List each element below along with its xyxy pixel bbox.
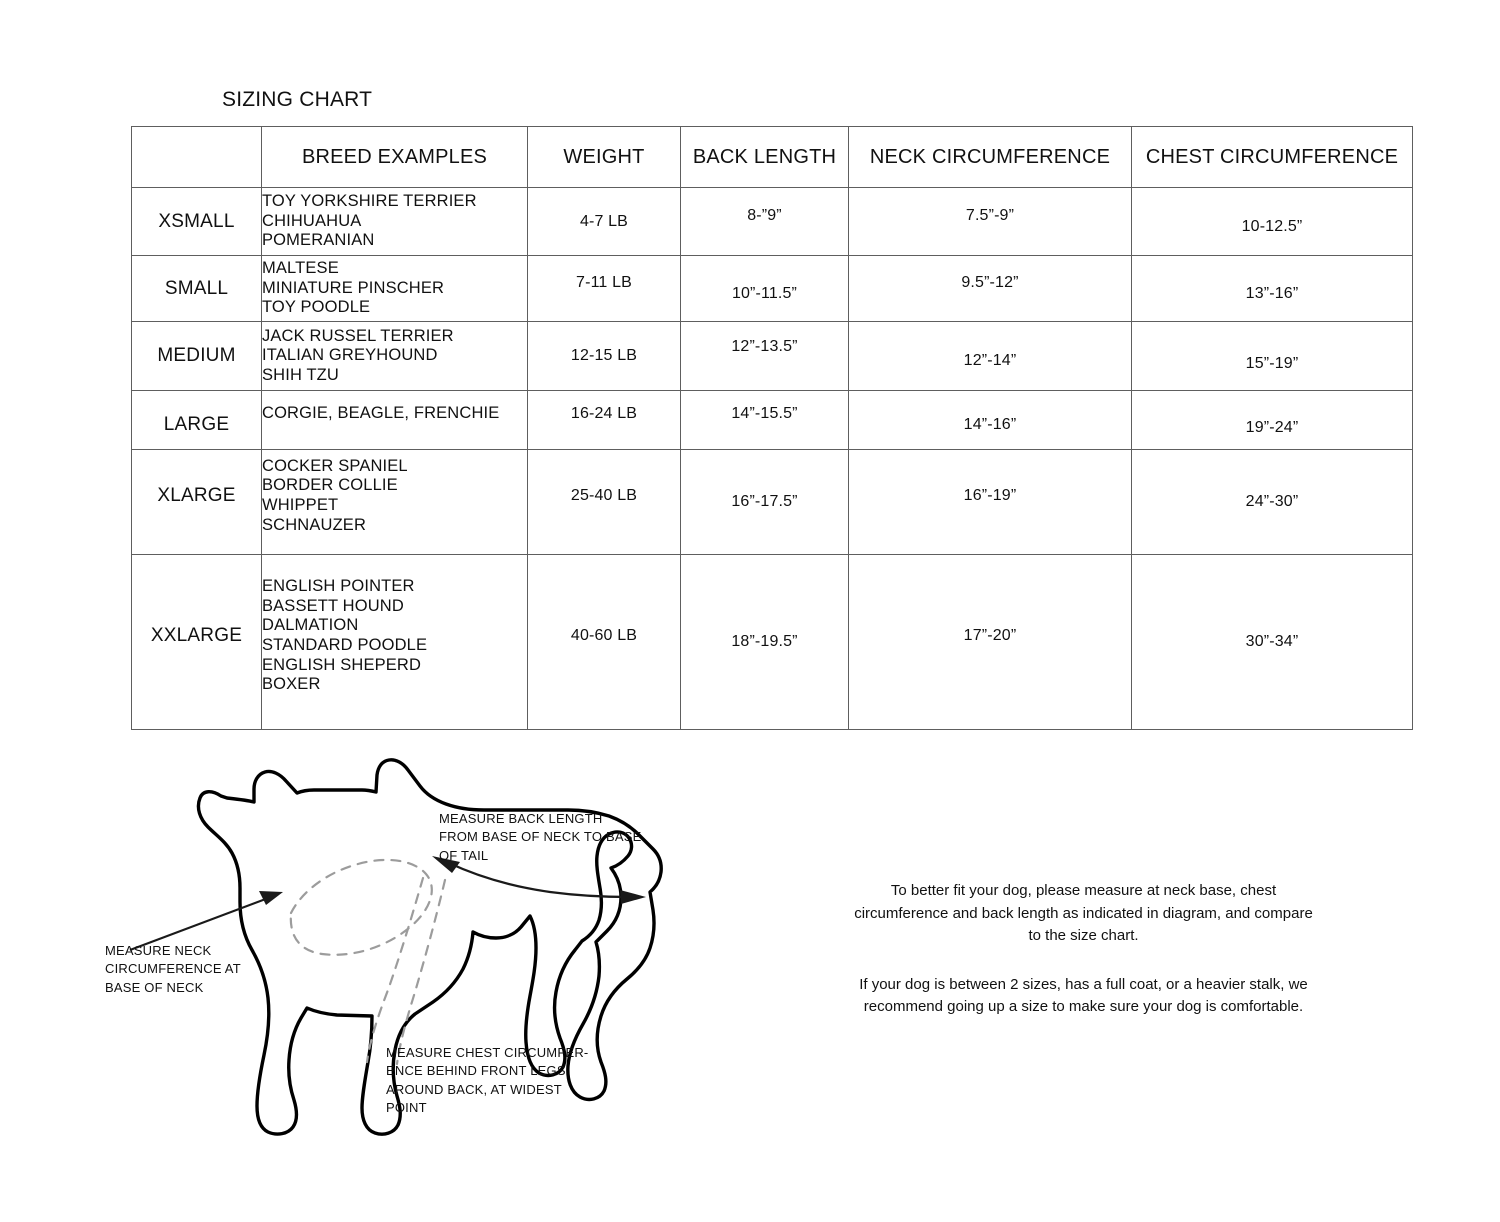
column-header-chest: CHEST CIRCUMFERENCE <box>1132 127 1413 188</box>
table-row <box>132 450 1413 555</box>
cell-back-length: 8-”9” <box>681 182 849 250</box>
cell-breed-examples <box>262 385 528 444</box>
cell-chest: 30”-34” <box>1132 555 1413 730</box>
column-header-back-length: BACK LENGTH <box>681 127 849 188</box>
cell-weight: 4-7 LB <box>528 188 681 256</box>
neck-circumference-dashed-line <box>291 860 432 955</box>
breed-item: CHIHUAHUA <box>262 211 362 230</box>
breed-item: POMERANIAN <box>262 231 375 250</box>
column-header-size <box>132 127 262 188</box>
cell-breed-examples <box>262 322 528 391</box>
column-header-weight: WEIGHT <box>528 127 681 188</box>
page-title: SIZING CHART <box>222 88 373 111</box>
column-header-neck: NECK CIRCUMFERENCE <box>849 127 1132 188</box>
cell-weight: 25-40 LB <box>528 444 681 549</box>
cell-size: XLARGE <box>132 444 262 549</box>
cell-breed-examples <box>262 444 528 549</box>
table-row <box>132 322 1413 391</box>
annotation-line: FROM BASE OF NECK TO BASE <box>439 829 642 845</box>
breed-item: MALTESE <box>262 259 339 278</box>
table-header <box>132 127 1413 188</box>
column-header-breed: BREED EXAMPLES <box>262 127 528 188</box>
breed-item: BOXER <box>262 675 321 694</box>
breed-item: TOY POODLE <box>262 298 371 317</box>
cell-weight: 12-15 LB <box>528 322 681 391</box>
annotation-line: MEASURE CHEST CIRCUMFER- <box>386 1045 589 1060</box>
cell-breed-examples <box>262 549 528 724</box>
table-body <box>132 188 1413 730</box>
back-length-arrow-line <box>449 863 630 897</box>
cell-chest: 24”-30” <box>1132 450 1413 555</box>
cell-back-length: 14”-15.5” <box>681 385 849 444</box>
cell-neck: 7.5”-9” <box>849 182 1132 250</box>
cell-size: XSMALL <box>132 188 262 256</box>
fitting-notes <box>847 880 1320 1019</box>
cell-back-length: 10”-11.5” <box>681 261 849 327</box>
cell-chest: 10-12.5” <box>1132 193 1413 261</box>
annotation-line: AROUND BACK, AT WIDEST <box>386 1081 562 1097</box>
breed-item: CORGIE, BEAGLE, FRENCHIE <box>262 404 500 423</box>
annotation-back-length <box>439 810 641 865</box>
breed-item: JACK RUSSEL TERRIER <box>262 326 454 345</box>
cell-neck: 17”-20” <box>849 549 1132 724</box>
cell-chest: 13”-16” <box>1132 261 1413 327</box>
table-row <box>132 188 1413 256</box>
chest-circumference-dashed-line-back <box>397 880 445 1064</box>
breed-item: TOY YORKSHIRE TERRIER <box>262 192 477 211</box>
annotation-line: MEASURE NECK <box>105 943 212 958</box>
cell-breed-examples <box>262 188 528 256</box>
sizing-table <box>131 126 1413 730</box>
cell-neck: 16”-19” <box>849 444 1132 549</box>
chest-circumference-dashed-line-front <box>367 878 423 1062</box>
cell-neck: 12”-14” <box>849 327 1132 396</box>
table-row <box>132 555 1413 730</box>
back-length-arrowhead-right <box>620 890 646 904</box>
breed-item: COCKER SPANIEL <box>262 456 408 475</box>
cell-size: LARGE <box>132 396 262 455</box>
breed-item: BASSETT HOUND <box>262 596 404 615</box>
cell-back-length: 16”-17.5” <box>681 450 849 555</box>
breed-item: ENGLISH SHEPERD <box>262 655 422 674</box>
cell-breed-examples <box>262 256 528 322</box>
cell-chest: 15”-19” <box>1132 330 1413 399</box>
annotation-line: OF TAIL <box>439 847 489 863</box>
cell-chest: 19”-24” <box>1132 399 1413 458</box>
neck-callout-arrowhead <box>259 891 283 905</box>
breed-item: MINIATURE PINSCHER <box>262 278 445 297</box>
cell-size: SMALL <box>132 256 262 322</box>
annotation-line: CIRCUMFERENCE AT <box>105 961 241 977</box>
cell-weight: 7-11 LB <box>528 250 681 316</box>
table-header-row <box>132 127 1413 188</box>
cell-weight: 16-24 LB <box>528 385 681 444</box>
annotation-chest-circumference <box>386 1044 588 1118</box>
breed-item: SCHNAUZER <box>262 515 367 534</box>
cell-size: XXLARGE <box>132 549 262 724</box>
fitting-note-paragraph-1: To better fit your dog, please measure at neck base, chest circumference and back length as indicated in diagram, and compare to the size chart. <box>854 882 1313 944</box>
table-row <box>132 391 1413 450</box>
cell-weight: 40-60 LB <box>528 549 681 724</box>
breed-item: ENGLISH POINTER <box>262 577 415 596</box>
cell-neck: 9.5”-12” <box>849 250 1132 316</box>
breed-item: ITALIAN GREYHOUND <box>262 346 438 365</box>
cell-back-length: 18”-19.5” <box>681 555 849 730</box>
annotation-line: ENCE BEHIND FRONT LEGS <box>386 1063 566 1079</box>
cell-neck: 14”-16” <box>849 396 1132 455</box>
breed-item: WHIPPET <box>262 496 339 514</box>
breed-item: SHIH TZU <box>262 365 339 384</box>
breed-item: STANDARD POODLE <box>262 636 428 654</box>
annotation-line: BASE OF NECK <box>105 979 204 995</box>
cell-size: MEDIUM <box>132 322 262 391</box>
annotation-line: POINT <box>386 1100 427 1116</box>
breed-item: BORDER COLLIE <box>262 476 398 495</box>
annotation-line: MEASURE BACK LENGTH <box>439 811 603 826</box>
annotation-neck-circumference <box>105 942 241 997</box>
breed-item: DALMATION <box>262 616 359 635</box>
cell-back-length: 12”-13.5” <box>681 313 849 382</box>
fitting-note-paragraph-2: If your dog is between 2 sizes, has a full coat, or a heavier stalk, we recommend going up a size to make sure your dog is comfortable. <box>859 975 1308 1015</box>
